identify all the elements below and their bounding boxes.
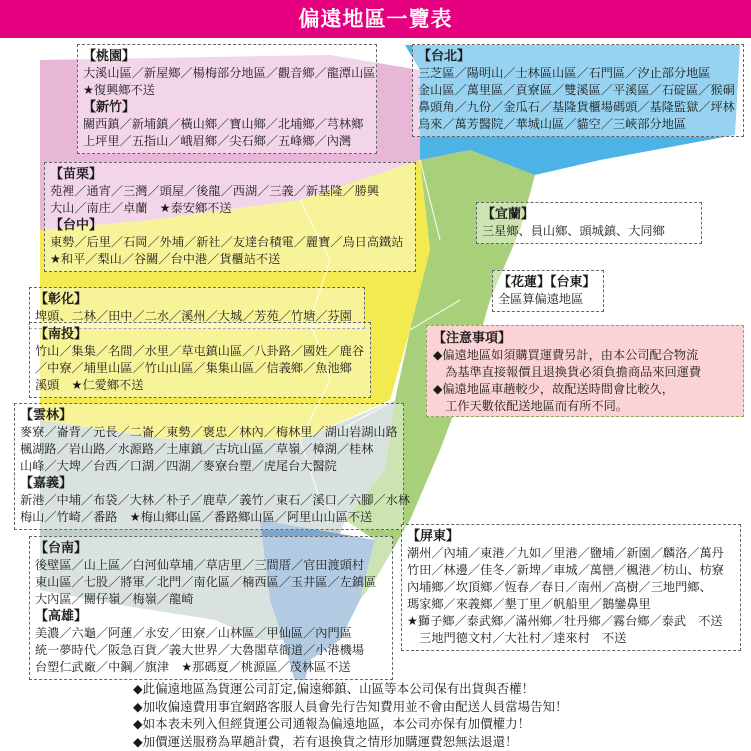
region-header-chiayi: 【嘉義】: [20, 476, 73, 491]
region-line: 大山／南庄／卓蘭 ★泰安鄉不送: [50, 201, 232, 215]
page-title: 偏遠地區一覽表: [298, 7, 453, 31]
footer-notes: [0, 680, 751, 750]
region-line: 全區算偏遠地區: [498, 292, 584, 306]
region-line: 東山區／七股／將軍／北門／南化區／楠西區／玉井區／左鎮區: [35, 575, 377, 589]
notice-line: ◆偏遠地區如須購買運費另計，由本公司配合物流: [433, 348, 699, 362]
notice-line: 工作天數依配送地區而有所不同。: [433, 399, 628, 413]
region-box-taipei: [412, 44, 744, 137]
region-box-nantou: [29, 322, 371, 398]
region-header-hualien-taitung: 【花蓮】【台東】: [498, 275, 596, 290]
region-header-tainan: 【台南】: [35, 541, 88, 556]
region-line: 山峰／大埤／台西／口湖／四湖／麥寮台塑／虎尾台大醫院: [20, 459, 337, 473]
region-box-yilan: [476, 202, 702, 244]
notice-box: [426, 325, 744, 417]
region-line: ／中寮／埔里山區／竹山山區／集集山區／信義鄉／魚池鄉: [35, 361, 352, 375]
region-header-kaohsiung: 【高雄】: [35, 609, 88, 624]
region-header-taipei: 【台北】: [418, 49, 471, 64]
region-header-hsinchu: 【新竹】: [83, 100, 136, 115]
region-line: ★和平／梨山／谷關／台中港／貨櫃站不送: [50, 252, 281, 266]
region-box-taoyuan: [77, 44, 377, 154]
title-bar: [0, 0, 751, 38]
region-line: 竹田／林邊／佳冬／新埤／車城／萬巒／楓港／枋山、枋寮: [407, 563, 724, 577]
footer-line: ◆加收偏遠費用事宜網路客服人員會先行告知費用並不會由配送人員當場告知！: [133, 698, 568, 714]
region-line: 鼻頭角／九份／金瓜石／基隆貨櫃場碼頭／基隆監獄／坪林: [418, 100, 735, 114]
region-box-pingtung: [401, 524, 741, 651]
region-header-yilan: 【宜蘭】: [482, 207, 535, 222]
region-line: 梅山／竹崎／番路 ★梅山鄉山區／番路鄉山區／阿里山山區不送: [20, 510, 373, 524]
region-box-yunlin: [14, 403, 410, 530]
region-line: 三芝區／陽明山／士林區山區／石門區／汐止部分地區: [418, 66, 711, 80]
region-line: 關西鎮／新埔鎮／橫山鄉／寶山鄉／北埔鄉／芎林鄉: [83, 117, 364, 131]
region-line: 瑪家鄉／來義鄉／墾丁里／帆船里／鵝鑾鼻里: [407, 597, 651, 611]
region-box-hualien-taitung: [492, 270, 604, 312]
notice-line: 為基準直接報價且退換貨必須負擔商品來回運費: [433, 365, 702, 379]
region-line: 烏來／萬芳醫院／華城山區／貓空／三峽部分地區: [418, 117, 687, 131]
region-header-yunlin: 【雲林】: [20, 408, 73, 423]
region-header-nantou: 【南投】: [35, 327, 88, 342]
region-line: 埤頭、二林／田中／二水／溪州／大城／芳苑／竹塘／芬園: [35, 309, 352, 323]
region-header-miaoli: 【苗栗】: [50, 167, 103, 182]
region-line: 楓湖路／岩山路／水源路／土庫鎮／古坑山區／草嶺／樟湖／桂林: [20, 442, 374, 456]
region-line: 新港／中埔／布袋／大林／朴子／鹿草／義竹／東石／溪口／六腳／水林: [20, 493, 410, 507]
footer-line: ◆加價運送服務為單趟計費，若有退換貨之情形加購運費恕無法退還！: [133, 733, 518, 749]
region-header-taoyuan: 【桃園】: [83, 49, 136, 64]
notice-header: 【注意事項】: [433, 331, 512, 346]
region-line: 美濃／六龜／阿蓮／永安／田寮／山林區／甲仙區／內門區: [35, 626, 352, 640]
region-line: 潮州／內埔／東港／九如／里港／鹽埔／新園／麟洛／萬丹: [407, 546, 724, 560]
region-box-miaoli: [44, 162, 416, 272]
region-line: 三星鄉、員山鄉、頭城鎮、大同鄉: [482, 224, 665, 238]
region-line: 竹山／集集／名間／水里／草屯鎮山區／八卦路／國姓／鹿谷: [35, 344, 365, 358]
region-line: 金山區／萬里區／貢寮區／雙溪區／平溪區／石碇區／猴硐: [418, 83, 735, 97]
region-header-pingtung: 【屏東】: [407, 529, 460, 544]
region-line: 麥寮／崙背／元長／二崙／東勢／褒忠／林內／梅林里／湖山岩湖山路: [20, 425, 398, 439]
region-line: 內埔鄉／坎頂鄉／恆春／春日／南州／高樹／三地門鄉、: [407, 580, 712, 594]
region-header-changhua: 【彰化】: [35, 292, 88, 307]
region-line: 大內區／關仔嶺／梅嶺／龍崎: [35, 592, 194, 606]
footer-line: ◆如本表未列入但經貨運公司通報為偏遠地區，本公司亦保有加價權力！: [133, 716, 531, 731]
region-line: 台塑仁武廠／中鋼／旗津 ★那碼夏／桃源區／茂林區不送: [35, 660, 351, 674]
region-box-tainan: [29, 536, 393, 680]
region-line: 統一夢時代／阪急百貨／義大世界／大魯閣草衙道／小港機場: [35, 643, 365, 657]
region-header-taichung: 【台中】: [50, 218, 103, 233]
notice-line: ◆偏遠地區車趟較少，故配送時間會比較久，: [433, 382, 674, 396]
region-line: 東勢／后里／石岡／外埔／新社／友達台積電／麗寶／烏日高鐵站: [50, 235, 404, 249]
region-line: 三地門德文村／大社村／達來村 不送: [407, 631, 627, 645]
footer-line: ◆此偏遠地區為貨運公司訂定,偏遠鄉鎮、山區等本公司保有出貨與否權！: [133, 681, 535, 696]
region-line: 後壁區／山上區／白河仙草埔／草店里／三間厝／官田渡頭村: [35, 558, 365, 572]
region-line: 上坪里／五指山／峨眉鄉／尖石鄉／五峰鄉／內灣: [83, 134, 352, 148]
region-line: ★獅子鄉／泰武鄉／滿州鄉／牡丹鄉／霧台鄉／泰武 不送: [407, 614, 723, 628]
region-line: 苑裡／通宵／三灣／頭屋／後龍／西湖／三義／新基隆／勝興: [50, 184, 380, 198]
region-line: 大溪山區／新屋鄉／楊梅部分地區／觀音鄉／龍潭山區: [83, 66, 376, 80]
region-line: ★復興鄉不送: [83, 83, 155, 97]
region-line: 溪頭 ★仁愛鄉不送: [35, 378, 144, 392]
